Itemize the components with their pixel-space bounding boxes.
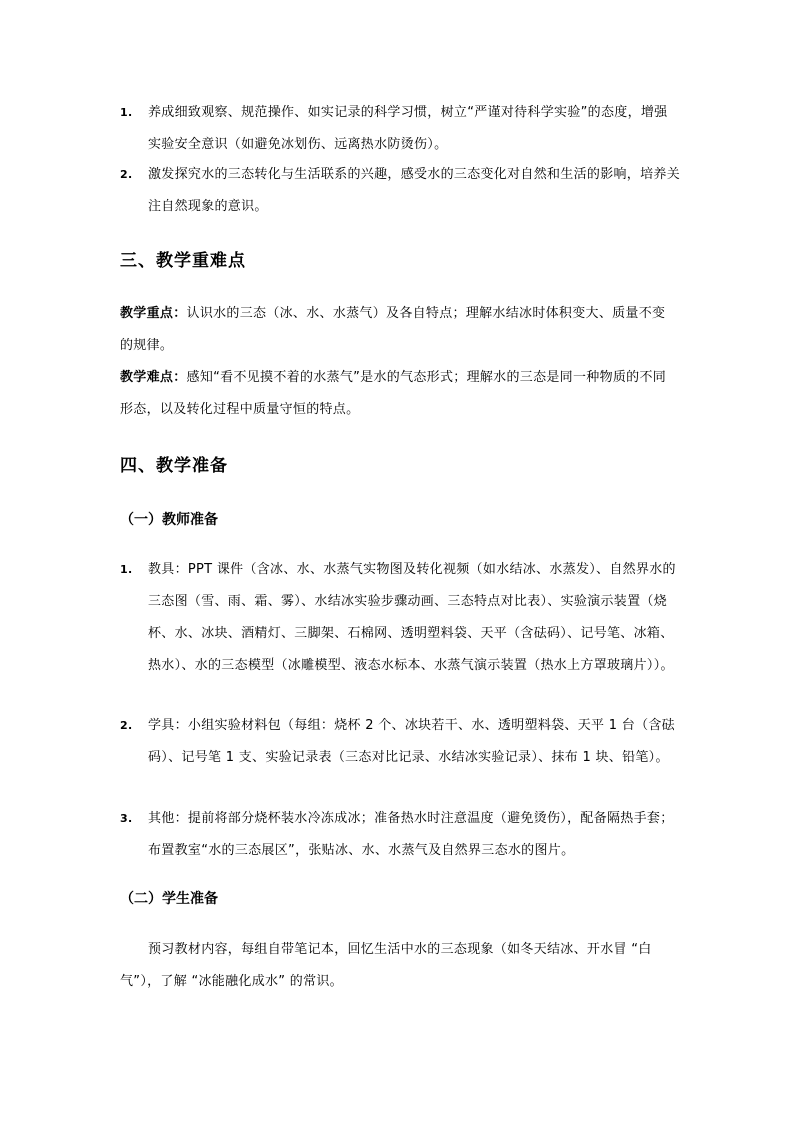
teacher-item-2 — [120, 710, 680, 774]
list-number: 3. — [120, 812, 133, 825]
teacher-item-1 — [120, 554, 680, 682]
list-number: 2. — [120, 168, 133, 181]
student-preparation-paragraph: 预习教材内容，每组自带笔记本，回忆生活中水的三态现象（如冬天结冰、开水冒 “白气”），了解 “冰能融化成水” 的常识。 — [120, 942, 652, 989]
subheading-teacher-preparation: （一）教师准备 — [120, 512, 218, 528]
key-point-paragraph — [120, 298, 676, 362]
list-number: 1. — [120, 563, 133, 576]
difficult-point-text: 感知“看不见摸不着的水蒸气”是水的气态形式；理解水的三态是同一种物质的不同形态，以及转化过程中质量守恒的特点。 — [120, 370, 667, 417]
goal-item-1 — [120, 97, 680, 161]
list-number: 1. — [120, 106, 133, 119]
difficult-point-paragraph — [120, 362, 676, 426]
list-text: 学具：小组实验材料包（每组：烧杯 2 个、冰块若干、水、透明塑料袋、天平 1 台（含砝码）、记号笔 1 支、实验记录表（三态对比记录、水结冰实验记录）、抹布 1 块、铅笔）。 — [148, 718, 675, 765]
list-text: 其他：提前将部分烧杯装水冷冻成冰；准备热水时注意温度（避免烫伤），配备隔热手套；布置教室“水的三态展区”，张贴冰、水、水蒸气及自然界三态水的图片。 — [148, 811, 674, 858]
list-number: 2. — [120, 719, 133, 732]
section-heading-preparation: 四、教学准备 — [120, 456, 228, 476]
list-text: 养成细致观察、规范操作、如实记录的科学习惯，树立“严谨对待科学实验”的态度，增强实验安全意识（如避免冰划伤、远离热水防烫伤）。 — [148, 105, 668, 152]
teacher-item-3 — [120, 803, 680, 867]
subheading-student-preparation: （二）学生准备 — [120, 891, 218, 907]
section-heading-key-points: 三、教学重难点 — [120, 251, 246, 271]
list-text: 激发探究水的三态转化与生活联系的兴趣，感受水的三态变化对自然和生活的影响，培养关注自然现象的意识。 — [148, 167, 681, 214]
difficult-point-label: 教学难点： — [120, 370, 187, 385]
list-text: 教具：PPT 课件（含冰、水、水蒸气实物图及转化视频（如水结冰、水蒸发）、自然界水的三态图（雪、雨、霜、雾）、水结冰实验步骤动画、三态特点对比表）、实验演示装置（烧杯、水、冰块、酒精灯、三脚架、石棉网、透明塑料袋、天平（含砝码）、记号笔、冰箱、热水）、水的三态模型（冰雕模型、液态水标本、水蒸气演示装置（热水上方罩玻璃片））。 — [148, 562, 676, 673]
key-point-label: 教学重点： — [120, 306, 187, 321]
key-point-text: 认识水的三态（冰、水、水蒸气）及各自特点；理解水结冰时体积变大、质量不变的规律。 — [120, 306, 666, 353]
goal-item-2 — [120, 159, 680, 223]
